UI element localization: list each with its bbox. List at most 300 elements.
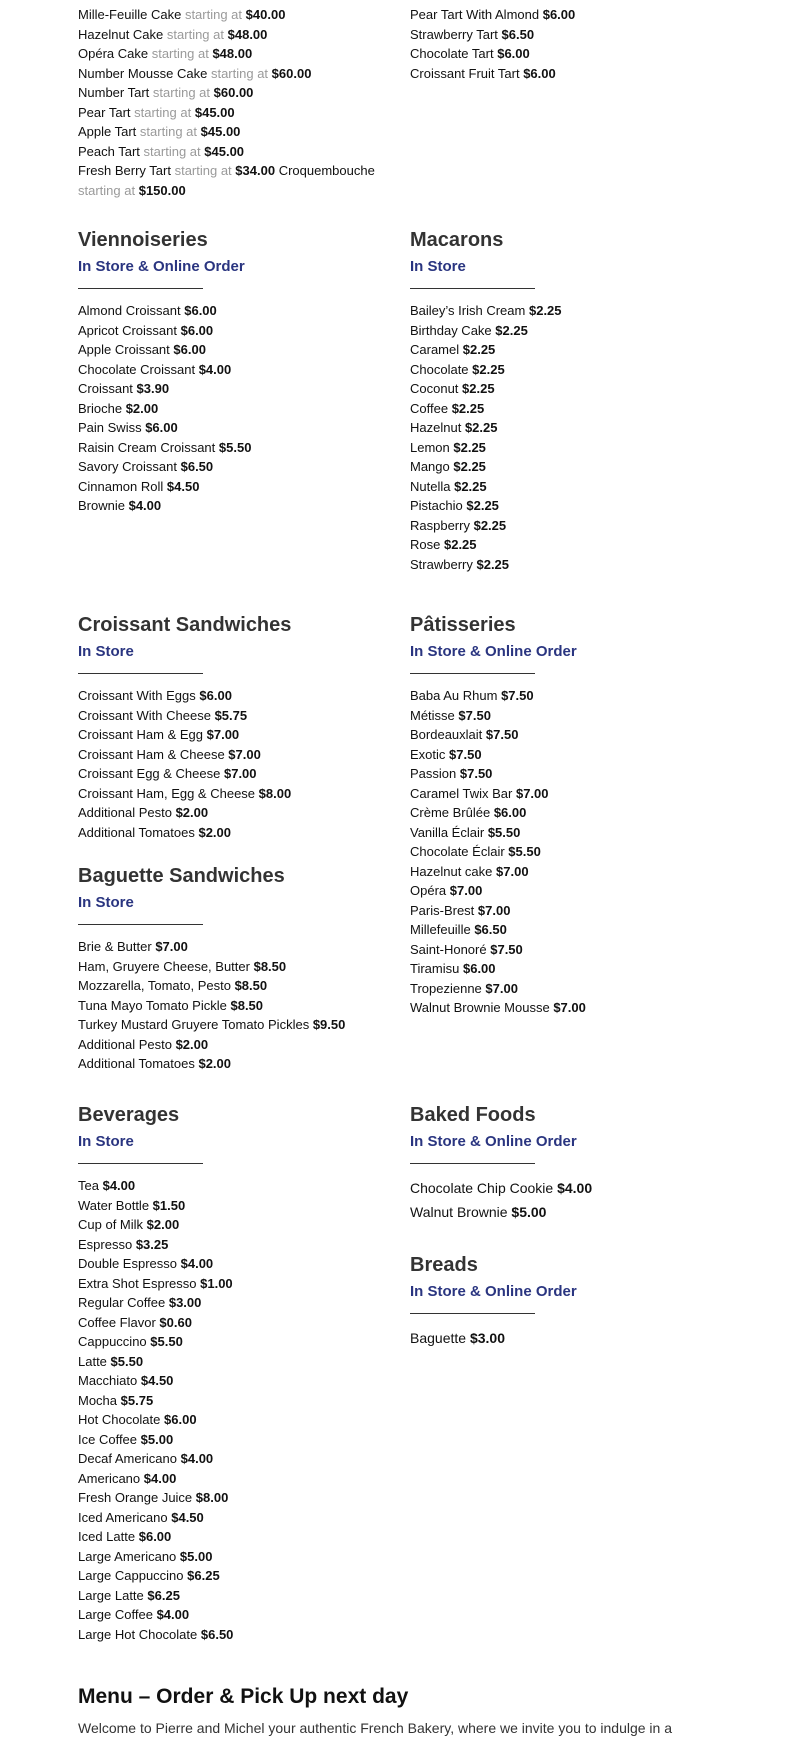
list-item: [410, 842, 720, 862]
list-item: [410, 979, 720, 999]
list-item: [78, 823, 388, 843]
item-price: $2.00: [125, 400, 159, 416]
item-name: Tiramisu: [410, 961, 460, 976]
item-name: Almond Croissant: [78, 303, 181, 318]
item-name: Strawberry Tart: [410, 26, 498, 42]
item-name: Strawberry: [410, 556, 473, 572]
list-item: [78, 379, 388, 399]
item-price: $7.00: [515, 785, 549, 801]
list-item: [78, 976, 388, 996]
item-price: $2.00: [146, 1217, 180, 1232]
item-price: $48.00: [212, 46, 253, 61]
item-name: Coconut: [410, 381, 459, 396]
list-item: [78, 496, 388, 516]
list-item: [410, 5, 720, 25]
item-name: Croissant: [78, 381, 133, 396]
item-name: Ice Coffee: [78, 1431, 138, 1447]
item-name: Large Cappuccino: [78, 1568, 184, 1583]
item-name: Pear Tart With Almond: [410, 7, 540, 22]
section-divider: [410, 1313, 535, 1314]
item-name: Water Bottle: [78, 1197, 150, 1213]
item-name: Walnut Brownie: [410, 1204, 512, 1220]
item-price: $3.00: [469, 1330, 505, 1346]
section-viennoiseries: [78, 228, 388, 516]
section-title: Viennoiseries: [78, 229, 208, 251]
item-price: $6.50: [501, 26, 535, 42]
list-item: [410, 379, 720, 399]
list-item: [410, 823, 720, 843]
list-item: [78, 1410, 388, 1430]
item-name: Additional Pesto: [78, 1036, 172, 1052]
section-baked-foods: [410, 1103, 720, 1224]
section-divider: [78, 288, 203, 289]
item-name: Coffee: [410, 400, 449, 416]
list-item: [78, 1035, 388, 1055]
section-items: [78, 1176, 388, 1644]
item-name: Baba Au Rhum: [410, 688, 498, 703]
item-name: Apricot Croissant: [78, 322, 177, 338]
item-starting-at: starting at: [184, 7, 243, 22]
item-price: $2.25: [476, 556, 510, 572]
item-name: Croissant With Eggs: [78, 688, 196, 703]
item-name: Croissant Ham & Egg: [78, 727, 203, 742]
item-price: $1.00: [200, 1275, 233, 1291]
list-item: [78, 725, 388, 745]
list-item: [410, 418, 720, 438]
item-name: Large Coffee: [78, 1607, 153, 1622]
list-item: [78, 399, 388, 419]
item-price: $6.50: [180, 459, 214, 474]
list-item: [78, 1352, 388, 1372]
item-price: $8.00: [258, 785, 292, 801]
item-name: Croissant Egg & Cheese: [78, 766, 221, 781]
item-name: Crème Brûlée: [410, 805, 491, 820]
item-name: Mocha: [78, 1392, 118, 1408]
list-item: [78, 44, 388, 64]
item-name: Turkey Mustard Gruyere Tomato Pickles: [78, 1017, 310, 1032]
item-price: $60.00: [213, 85, 254, 100]
list-item: [410, 706, 720, 726]
list-item: [410, 25, 720, 45]
list-item: [78, 161, 388, 200]
item-name: Pistachio: [410, 498, 463, 513]
item-name: Latte: [78, 1353, 107, 1369]
list-item: [410, 321, 720, 341]
section-items: [410, 1176, 720, 1224]
item-name: Tropezienne: [410, 980, 482, 996]
list-item: [78, 996, 388, 1016]
list-item: [78, 1566, 388, 1586]
item-price: $3.25: [135, 1236, 169, 1252]
item-price: $7.50: [458, 707, 491, 723]
item-name: Exotic: [410, 746, 446, 762]
list-item: [410, 535, 720, 555]
list-item: [78, 1332, 388, 1352]
item-name: Chocolate: [410, 361, 469, 377]
item-name: Caramel: [410, 342, 460, 357]
list-item: [78, 301, 388, 321]
item-name: Cappuccino: [78, 1334, 147, 1349]
item-price: $7.00: [477, 902, 511, 918]
item-name: Apple Tart: [78, 124, 137, 139]
item-name: Large Latte: [78, 1587, 144, 1603]
item-price: $7.50: [485, 727, 519, 742]
item-price: $7.00: [449, 883, 483, 898]
item-price: $6.00: [497, 46, 530, 61]
item-price: $5.00: [140, 1431, 174, 1447]
item-starting-at: starting at: [139, 124, 198, 139]
item-name: Paris-Brest: [410, 902, 475, 918]
list-item: [410, 725, 720, 745]
item-price: $2.25: [528, 303, 562, 318]
item-name: Espresso: [78, 1236, 133, 1252]
item-price: $2.25: [462, 342, 496, 357]
list-item: [78, 1274, 388, 1294]
item-price: $7.50: [459, 766, 493, 781]
list-item: [78, 1391, 388, 1411]
list-item: [410, 340, 720, 360]
list-item: [78, 745, 388, 765]
item-price: $7.00: [485, 980, 518, 996]
item-price: $4.50: [166, 478, 200, 494]
item-name: Additional Tomatoes: [78, 1056, 195, 1071]
list-item: [78, 1586, 388, 1606]
item-name: Additional Pesto: [78, 805, 172, 820]
item-name: Brie & Butter: [78, 939, 152, 954]
section-beverages: [78, 1103, 388, 1644]
item-price: $4.00: [557, 1180, 593, 1196]
item-price: $6.25: [187, 1568, 220, 1583]
list-item: [78, 1054, 388, 1074]
item-price: $8.50: [234, 978, 268, 993]
item-price: $150.00: [138, 182, 186, 198]
item-name: Hazelnut cake: [410, 863, 493, 879]
item-price: $2.25: [464, 420, 498, 435]
list-item: [78, 1469, 388, 1489]
list-item: [78, 1449, 388, 1469]
section-items: [78, 686, 388, 842]
item-name: Double Espresso: [78, 1256, 177, 1271]
list-item: [78, 1254, 388, 1274]
list-item: [410, 360, 720, 380]
item-price: $6.00: [462, 961, 496, 976]
item-name: Hazelnut Cake: [78, 26, 164, 42]
item-name: Croissant With Cheese: [78, 707, 211, 723]
item-name: Saint-Honoré: [410, 941, 487, 957]
list-item: [410, 457, 720, 477]
item-name: Decaf Americano: [78, 1451, 177, 1466]
list-item: [410, 1176, 720, 1200]
item-price: $2.25: [453, 439, 486, 455]
item-name: Extra Shot Espresso: [78, 1275, 197, 1291]
list-item: [410, 803, 720, 823]
item-price: $2.25: [451, 400, 485, 416]
list-item: [78, 1508, 388, 1528]
list-item: [410, 1200, 720, 1224]
item-price: $3.00: [168, 1295, 202, 1310]
item-price: $4.00: [156, 1607, 190, 1622]
item-price: $6.00: [199, 688, 232, 703]
item-name: Croissant Fruit Tart: [410, 65, 520, 81]
item-price: $6.50: [474, 922, 507, 937]
item-name: Croquembouche: [278, 163, 375, 178]
item-name: Pain Swiss: [78, 420, 142, 435]
list-item: [78, 1547, 388, 1567]
list-item: [78, 784, 388, 804]
list-item: [78, 360, 388, 380]
item-name: Lemon: [410, 439, 450, 455]
item-name: Americano: [78, 1470, 141, 1486]
list-item: [78, 1235, 388, 1255]
list-item: [78, 957, 388, 977]
item-name: Walnut Brownie Mousse: [410, 1000, 550, 1015]
item-price: $4.00: [128, 498, 162, 513]
item-name: Nutella: [410, 478, 451, 494]
item-name: Rose: [410, 537, 441, 552]
list-item: [78, 937, 388, 957]
item-name: Raspberry: [410, 517, 470, 533]
item-starting-at: starting at: [166, 26, 224, 42]
item-price: $6.50: [200, 1626, 234, 1642]
item-price: $5.75: [214, 707, 248, 723]
list-item: [78, 1196, 388, 1216]
item-price: $5.00: [179, 1548, 213, 1564]
list-item: [78, 1371, 388, 1391]
item-name: Number Mousse Cake: [78, 65, 208, 81]
item-price: $7.00: [155, 939, 188, 954]
section-subtitle: In Store: [78, 643, 134, 660]
section-items: [78, 937, 388, 1074]
section-title: Macarons: [410, 229, 504, 251]
list-item: [78, 142, 388, 162]
item-name: Regular Coffee: [78, 1295, 166, 1310]
item-name: Coffee Flavor: [78, 1314, 156, 1330]
list-item: [410, 477, 720, 497]
section-divider: [410, 1163, 535, 1164]
item-name: Cup of Milk: [78, 1217, 144, 1232]
item-price: $4.00: [143, 1470, 177, 1486]
item-starting-at: starting at: [174, 163, 232, 178]
item-price: $8.50: [230, 997, 264, 1013]
item-name: Croissant Ham & Cheese: [78, 746, 225, 762]
list-item: [410, 998, 720, 1018]
item-starting-at: starting at: [151, 46, 209, 61]
section-baguette-sandwiches: [78, 864, 388, 1074]
item-price: $2.25: [466, 498, 499, 513]
section-patisseries: [410, 613, 720, 1018]
item-name: Hazelnut: [410, 420, 462, 435]
item-name: Chocolate Chip Cookie: [410, 1180, 558, 1196]
section-items: [78, 301, 388, 516]
item-name: Pear Tart: [78, 104, 131, 120]
item-price: $1.50: [152, 1197, 186, 1213]
item-price: $4.50: [171, 1509, 204, 1525]
section-items: [410, 301, 720, 574]
list-item: [78, 1430, 388, 1450]
item-price: $8.00: [195, 1490, 229, 1505]
section-croissant-sandwiches: [78, 613, 388, 842]
item-name: Vanilla Éclair: [410, 824, 485, 840]
list-item: [410, 399, 720, 419]
item-price: $9.50: [312, 1017, 346, 1032]
item-name: Bordeauxlait: [410, 727, 483, 742]
item-price: $2.00: [175, 805, 209, 820]
item-starting-at: starting at: [152, 85, 211, 100]
section-title: Croissant Sandwiches: [78, 614, 292, 636]
item-name: Iced Americano: [78, 1509, 168, 1525]
item-price: $2.00: [175, 1036, 209, 1052]
item-price: $6.00: [173, 342, 206, 357]
item-name: Chocolate Croissant: [78, 361, 196, 377]
item-name: Number Tart: [78, 85, 150, 100]
item-starting-at: starting at: [134, 104, 192, 120]
list-item: [78, 1215, 388, 1235]
list-item: [78, 340, 388, 360]
item-price: $6.00: [138, 1529, 172, 1544]
item-price: $6.00: [180, 322, 214, 338]
list-item: [78, 686, 388, 706]
item-price: $7.00: [206, 727, 240, 742]
item-price: $7.00: [496, 863, 529, 879]
list-item: [410, 959, 720, 979]
list-item: [78, 1313, 388, 1333]
list-item: [410, 764, 720, 784]
list-item: [410, 901, 720, 921]
section-title: Baguette Sandwiches: [78, 865, 285, 887]
section-items: [410, 1326, 720, 1350]
item-name: Ham, Gruyere Cheese, Butter: [78, 958, 250, 974]
list-item: [78, 438, 388, 458]
item-name: Croissant Ham, Egg & Cheese: [78, 785, 256, 801]
item-price: $45.00: [194, 104, 235, 120]
item-name: Brioche: [78, 400, 123, 416]
item-starting-at: starting at: [78, 182, 136, 198]
item-name: Iced Latte: [78, 1529, 136, 1544]
item-name: Mozzarella, Tomato, Pesto: [78, 978, 231, 993]
item-name: Peach Tart: [78, 143, 140, 159]
section-subtitle: In Store: [78, 894, 134, 911]
list-item: [410, 555, 720, 575]
section-divider: [78, 673, 203, 674]
list-item: [410, 516, 720, 536]
list-item: [78, 706, 388, 726]
item-name: Brownie: [78, 498, 125, 513]
item-price: $4.00: [102, 1178, 136, 1193]
section-subtitle: In Store: [78, 1133, 134, 1150]
list-item: [410, 64, 720, 84]
list-item: [78, 764, 388, 784]
item-price: $48.00: [227, 26, 268, 42]
item-name: Bailey’s Irish Cream: [410, 303, 526, 318]
item-name: Opéra Cake: [78, 46, 149, 61]
section-items: [410, 686, 720, 1018]
item-price: $5.50: [150, 1334, 183, 1349]
list-item: [410, 881, 720, 901]
section-divider: [78, 924, 203, 925]
item-price: $5.50: [110, 1353, 144, 1369]
cakes-items: [78, 5, 388, 161]
item-name: Large Hot Chocolate: [78, 1626, 198, 1642]
list-item: [410, 1326, 720, 1350]
item-price: $3.90: [136, 381, 170, 396]
item-price: $34.00: [235, 163, 276, 178]
item-price: $2.25: [453, 459, 486, 474]
section-title: Beverages: [78, 1104, 180, 1126]
section-breads: [410, 1253, 720, 1350]
item-price: $45.00: [204, 143, 245, 159]
menu-order-heading: Menu – Order & Pick Up next day: [78, 1685, 409, 1708]
item-price: $5.00: [511, 1204, 547, 1220]
item-name: Apple Croissant: [78, 342, 170, 357]
section-title: Pâtisseries: [410, 614, 516, 636]
item-price: $6.00: [493, 805, 527, 820]
list-item: [410, 686, 720, 706]
section-macarons: [410, 228, 720, 574]
item-price: $40.00: [245, 7, 286, 22]
list-item: [78, 1605, 388, 1625]
item-price: $6.25: [147, 1587, 180, 1603]
list-item: [410, 44, 720, 64]
list-item: [78, 477, 388, 497]
tarts-list: [410, 5, 720, 83]
item-price: $5.75: [120, 1392, 154, 1408]
item-name: Chocolate Tart: [410, 46, 494, 61]
list-item: [78, 803, 388, 823]
list-item: [78, 1488, 388, 1508]
item-name: Additional Tomatoes: [78, 824, 195, 840]
item-name: Métisse: [410, 707, 455, 723]
item-price: $2.00: [198, 1056, 232, 1071]
list-item: [78, 1527, 388, 1547]
item-price: $7.00: [553, 1000, 586, 1015]
list-item: [78, 1176, 388, 1196]
tarts-items: [410, 5, 720, 83]
item-price: $4.00: [180, 1256, 214, 1271]
item-price: $7.00: [228, 746, 261, 762]
item-name: Macchiato: [78, 1373, 138, 1388]
item-price: $7.50: [449, 746, 482, 762]
list-item: [78, 122, 388, 142]
item-name: Birthday Cake: [410, 322, 492, 338]
item-price: $60.00: [271, 65, 312, 81]
item-price: $6.00: [184, 303, 217, 318]
item-name: Large Americano: [78, 1548, 177, 1564]
item-price: $2.25: [443, 537, 477, 552]
item-name: Passion: [410, 766, 457, 781]
item-name: Hot Chocolate: [78, 1412, 161, 1427]
item-price: $5.50: [218, 439, 252, 455]
item-price: $5.50: [487, 824, 521, 840]
list-item: [410, 496, 720, 516]
item-price: $7.50: [490, 941, 523, 957]
item-name: Tuna Mayo Tomato Pickle: [78, 997, 227, 1013]
item-price: $5.50: [508, 844, 541, 859]
list-item: [78, 1625, 388, 1645]
section-title: Baked Foods: [410, 1104, 536, 1126]
item-price: $2.25: [472, 361, 505, 377]
section-divider: [410, 288, 535, 289]
item-name: Raisin Cream Croissant: [78, 439, 216, 455]
section-subtitle: In Store & Online Order: [410, 1283, 577, 1300]
item-price: $2.25: [462, 381, 495, 396]
item-price: $0.60: [159, 1314, 192, 1330]
list-item: [410, 745, 720, 765]
list-item: [78, 321, 388, 341]
section-divider: [78, 1163, 203, 1164]
list-item: [410, 301, 720, 321]
item-name: Mille-Feuille Cake: [78, 7, 182, 22]
item-price: $2.25: [473, 517, 507, 533]
